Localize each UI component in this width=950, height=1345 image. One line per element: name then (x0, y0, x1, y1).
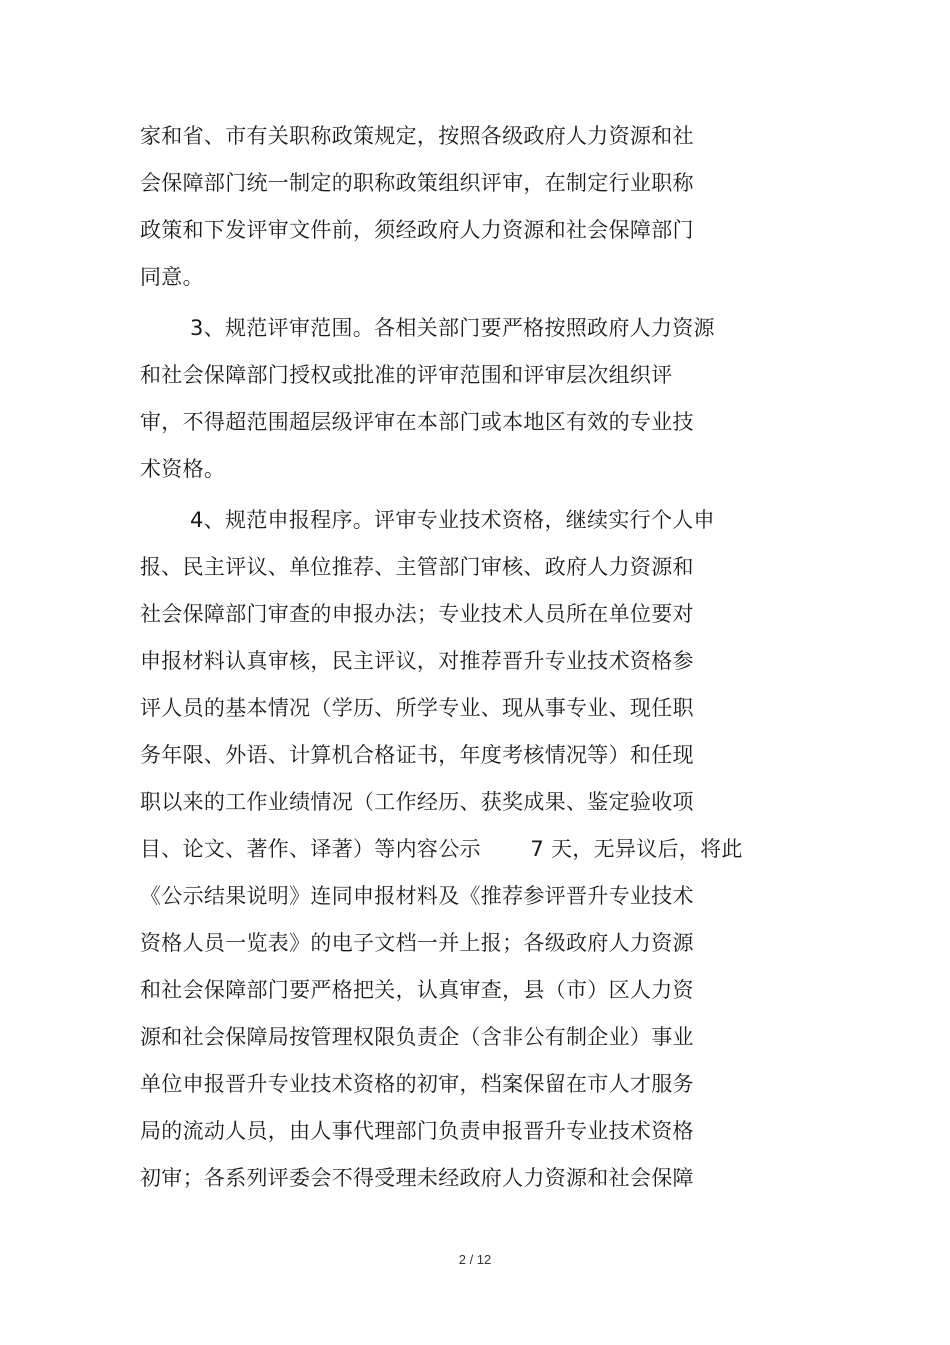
paragraph-line: 家和省、市有关职称政策规定，按照各级政府人力资源和社 (140, 124, 694, 148)
paragraph-line: 审，不得超范围超层级评审在本部门或本地区有效的专业技 (140, 410, 694, 434)
paragraph-line: 初审；各系列评委会不得受理未经政府人力资源和社会保障 (140, 1166, 694, 1190)
paragraph-line: 同意。 (140, 265, 204, 289)
paragraph-line: 单位申报晋升专业技术资格的初审，档案保留在市人才服务 (140, 1072, 694, 1096)
paragraph-line: 评人员的基本情况（学历、所学专业、现从事专业、现任职 (140, 696, 694, 720)
paragraph-line: 4、规范申报程序。评审专业技术资格，继续实行个人申 (190, 508, 715, 532)
paragraph-line: 3、规范评审范围。各相关部门要严格按照政府人力资源 (190, 316, 715, 340)
paragraph-line: 《公示结果说明》连同申报材料及《推荐参评晋升专业技术 (140, 884, 694, 908)
paragraph-line: 和社会保障部门要严格把关，认真审查，县（市）区人力资 (140, 978, 694, 1002)
paragraph-line: 资格人员一览表》的电子文档一并上报；各级政府人力资源 (140, 931, 694, 955)
paragraph-line: 源和社会保障局按管理权限负责企（含非公有制企业）事业 (140, 1025, 694, 1049)
paragraph-line: 政策和下发评审文件前，须经政府人力资源和社会保障部门 (140, 218, 694, 242)
paragraph-line: 术资格。 (140, 457, 226, 481)
paragraph-line: 社会保障部门审查的申报办法；专业技术人员所在单位要对 (140, 602, 694, 626)
paragraph-line: 和社会保障部门授权或批准的评审范围和评审层次组织评 (140, 363, 673, 387)
page-number: 2 / 12 (458, 1252, 492, 1267)
paragraph-line: 申报材料认真审核，民主评议，对推荐晋升专业技术资格参 (140, 649, 694, 673)
paragraph-line: 务年限、外语、计算机合格证书，年度考核情况等）和任现 (140, 743, 694, 767)
paragraph-line: 目、论文、著作、译著）等内容公示 7 天，无异议后，将此 (140, 837, 743, 861)
paragraph-line: 局的流动人员，由人事代理部门负责申报晋升专业技术资格 (140, 1119, 694, 1143)
paragraph-line: 报、民主评议、单位推荐、主管部门审核、政府人力资源和 (140, 555, 694, 579)
paragraph-line: 职以来的工作业绩情况（工作经历、获奖成果、鉴定验收项 (140, 790, 694, 814)
paragraph-line: 会保障部门统一制定的职称政策组织评审，在制定行业职称 (140, 171, 694, 195)
